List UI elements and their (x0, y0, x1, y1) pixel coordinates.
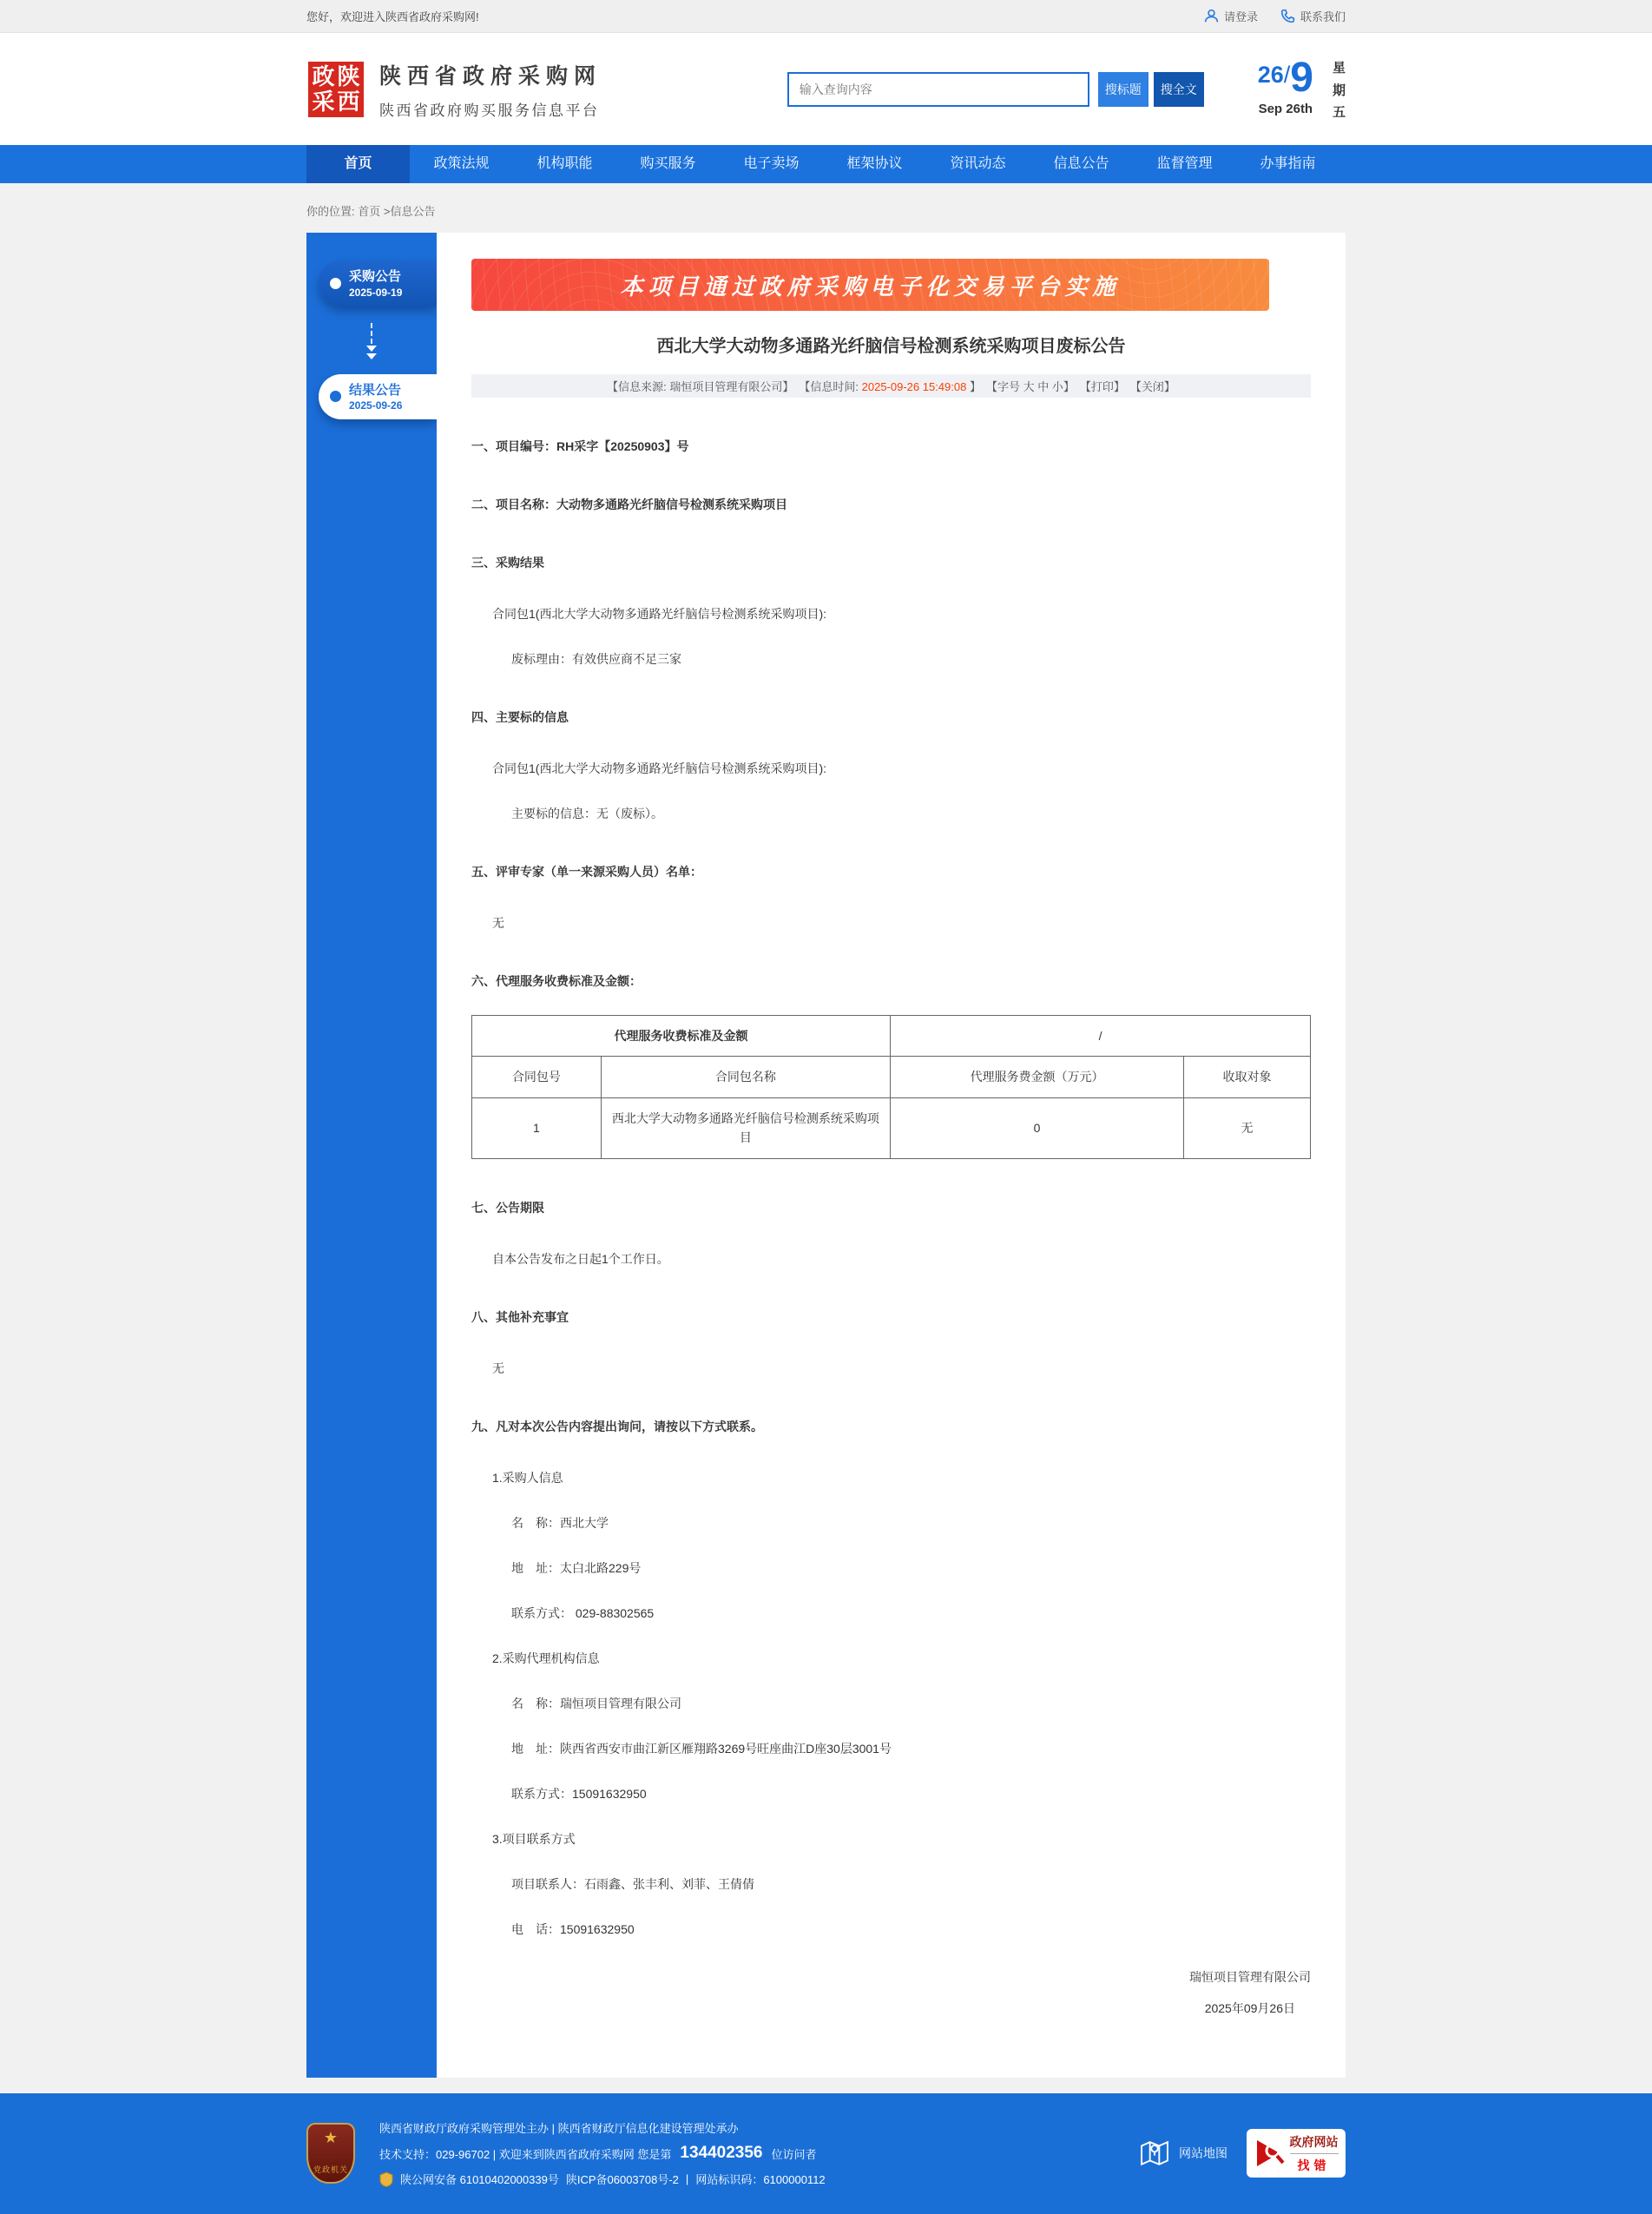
icp-number: 陕ICP备06003708号-2 (565, 2173, 679, 2187)
gov-site-error-report-button[interactable] (1247, 2129, 1346, 2178)
article-title: 西北大学大动物多通路光纤脑信号检测系统采购项目废标公告 (656, 337, 1126, 356)
sidebar-item-label: 采购公告 (349, 269, 402, 284)
article-meta-bar (471, 374, 1311, 398)
article-line: 九、凡对本次公告内容提出询问，请按以下方式联系。 (471, 1419, 763, 1433)
nav-item-label: 信息公告 (1053, 156, 1109, 171)
article-line: 五、评审专家（单一来源采购人员）名单： (471, 865, 702, 879)
logo-char: 西 (337, 88, 360, 115)
nav-item-label: 首页 (344, 156, 372, 171)
visitor-count: 134402356 (680, 2144, 763, 2163)
footer-record-line: 陕公网安备 61010402000339号 陕ICP备06003708号-2 | 网站标识码：6100000112 (379, 2171, 826, 2187)
nav-item-label: 电子卖场 (743, 156, 800, 171)
article-line: 联系方式：15091632950 (511, 1786, 647, 1801)
site-code: 网站标识码：6100000112 (695, 2173, 826, 2187)
col-header: 合同包名称 (601, 1057, 890, 1097)
login-label: 请登录 (1223, 10, 1258, 23)
phone-icon (1280, 9, 1295, 23)
table-caption-right: / (891, 1016, 1311, 1057)
cell-fee-amount: 0 (891, 1097, 1184, 1158)
article-body-part1 (471, 398, 1311, 991)
article-line: 四、主要标的信息 (471, 710, 569, 724)
party-gov-badge: ★ 党政机关 (306, 2123, 355, 2184)
platform-banner: 本项目通过政府采购电子化交易平台实施 (471, 259, 1269, 311)
table-header-row (472, 1057, 1311, 1097)
date-month: 9 (1290, 55, 1313, 102)
article-line: 八、其他补充事宜 (471, 1309, 569, 1324)
article-body-part2 (471, 1159, 1311, 1939)
nav-item-label: 政策法规 (433, 156, 490, 171)
find-error-action: 找错 (1297, 2158, 1331, 2172)
date-english: Sep 26th (1258, 102, 1313, 117)
sidebar-item-purchase-notice[interactable] (319, 260, 437, 306)
nav-item-label: 购买服务 (640, 156, 696, 171)
article-line: 七、公告期限 (471, 1200, 544, 1215)
article-line: 联系方式： 029-88302565 (511, 1605, 655, 1620)
nav-item[interactable] (1030, 145, 1133, 183)
bullet-dot-icon (330, 391, 341, 402)
article-line: 合同包1(西北大学大动物多通路光纤脑信号检测系统采购项目): (492, 761, 826, 775)
user-icon (1204, 9, 1219, 23)
nav-item[interactable] (513, 145, 616, 183)
date-separator: / (1283, 62, 1291, 89)
site-footer (0, 2093, 1652, 2214)
topbar (0, 0, 1652, 33)
meta-source: 【信息来源: 瑞恒项目管理有限公司】 (607, 380, 794, 393)
article-line: 主要标的信息：无（废标）。 (511, 807, 663, 820)
article-line: 六、代理服务收费标准及金额： (471, 974, 642, 988)
print-button[interactable]: 【打印】 (1079, 380, 1125, 393)
article-line: 无 (492, 1361, 504, 1375)
nav-item[interactable] (306, 145, 410, 183)
breadcrumb (306, 183, 1346, 233)
article-line: 二、项目名称：大动物多通路光纤脑信号检测系统采购项目 (471, 497, 787, 511)
logo-char: 采 (312, 88, 335, 115)
nav-item[interactable] (1133, 145, 1236, 183)
footer-sponsor-line: 陕西省财政厅政府采购管理处主办 | 陕西省财政厅信息化建设管理处承办 (379, 2122, 739, 2136)
meta-timestamp: 2025-09-26 15:49:08 (861, 380, 967, 393)
article-panel (437, 233, 1346, 2078)
table-caption: 代理服务收费标准及金额 (472, 1016, 891, 1057)
find-error-title: 政府网站 (1290, 2133, 1339, 2154)
contact-label: 联系我们 (1300, 10, 1346, 23)
breadcrumb-current: 信息公告 (390, 205, 436, 218)
signature-date: 2025年09月26日 (1204, 2000, 1295, 2015)
meta-time: 【信息时间: 2025-09-26 15:49:08 】 (799, 380, 981, 393)
flow-arrow-icon (306, 317, 437, 366)
breadcrumb-label: 你的位置: (306, 205, 355, 218)
article-line: 地 址：太白北路229号 (511, 1560, 642, 1575)
search-fulltext-button[interactable]: 搜全文 (1154, 72, 1204, 107)
col-header: 收取对象 (1184, 1057, 1311, 1097)
article-line: 名 称：西北大学 (511, 1515, 609, 1530)
nav-item-label: 资讯动态 (950, 156, 1006, 171)
col-header: 合同包号 (472, 1057, 602, 1097)
beian-number: 陕公网安备 61010402000339号 (400, 2173, 559, 2187)
search-title-button[interactable]: 搜标题 (1098, 72, 1149, 107)
article-line: 合同包1(西北大学大动物多通路光纤脑信号检测系统采购项目): (492, 607, 826, 621)
agency-fee-table (471, 1015, 1311, 1159)
article-line: 3.项目联系方式 (492, 1831, 576, 1846)
table-row (472, 1097, 1311, 1158)
login-link[interactable] (1204, 8, 1258, 24)
nav-item-label: 机构职能 (536, 156, 593, 171)
article-line: 1.采购人信息 (492, 1470, 563, 1485)
nav-item[interactable] (616, 145, 720, 183)
site-header (0, 33, 1652, 145)
logo-char: 陕 (337, 63, 360, 89)
star-icon: ★ (323, 2129, 339, 2147)
breadcrumb-separator: > (383, 205, 391, 218)
table-caption-row (472, 1016, 1311, 1057)
map-icon (1141, 2140, 1168, 2166)
search-bar (787, 72, 1204, 107)
article-line: 三、采购结果 (471, 556, 544, 570)
site-title: 陕西省政府采购网 (379, 63, 602, 89)
article-line: 地 址：陕西省西安市曲江新区雁翔路3269号旺座曲江D座30层3001号 (511, 1741, 892, 1756)
contact-link[interactable] (1280, 8, 1346, 24)
article-line: 电 话：15091632950 (511, 1921, 635, 1936)
article-line: 一、项目编号：RH采字【20250903】号 (471, 439, 689, 453)
date-widget (1258, 54, 1346, 124)
sidebar-item-date: 2025-09-26 (349, 399, 403, 412)
sitemap-link[interactable] (1141, 2140, 1227, 2166)
article-line: 名 称：瑞恒项目管理有限公司 (511, 1696, 681, 1710)
sidebar-item-date: 2025-09-19 (349, 286, 403, 299)
sidebar-item-result-notice[interactable] (319, 374, 437, 420)
nav-item-label: 框架协议 (846, 156, 903, 171)
sidebar-item-label: 结果公告 (349, 382, 402, 398)
article-line: 项目联系人：石雨鑫、张丰利、刘菲、王倩倩 (511, 1876, 754, 1891)
find-error-logo-icon (1254, 2138, 1286, 2169)
search-input[interactable] (787, 72, 1089, 107)
nav-item[interactable] (926, 145, 1030, 183)
welcome-text: 您好，欢迎进入陕西省政府采购网! (306, 10, 479, 23)
article-line: 2.采购代理机构信息 (492, 1651, 600, 1665)
cell-package-name: 西北大学大动物多通路光纤脑信号检测系统采购项目 (601, 1097, 890, 1158)
cell-package-no: 1 (472, 1097, 602, 1158)
bullet-dot-icon (330, 278, 341, 289)
date-day: 26 (1257, 62, 1284, 89)
nav-item[interactable] (720, 145, 823, 183)
nav-item-label: 监督管理 (1156, 156, 1213, 171)
close-button[interactable]: 【关闭】 (1129, 380, 1175, 393)
weekday-label: 星 期 五 (1332, 61, 1346, 121)
nav-item[interactable] (823, 145, 926, 183)
article-line: 废标理由：有效供应商不足三家 (511, 652, 681, 666)
article-line: 无 (492, 916, 504, 930)
font-size-control[interactable]: 【字号 大 中 小】 (985, 380, 1075, 393)
sidebar (306, 233, 437, 2078)
nav-item-label: 办事指南 (1260, 156, 1316, 171)
article-line: 自本公告发布之日起1个工作日。 (492, 1251, 669, 1266)
logo-char: 政 (312, 63, 335, 89)
nav-item[interactable] (410, 145, 513, 183)
site-logo[interactable] (306, 60, 365, 119)
police-badge-icon (379, 2171, 393, 2187)
col-header: 代理服务费金额（万元） (891, 1057, 1184, 1097)
sitemap-label: 网站地图 (1179, 2146, 1227, 2161)
footer-support-line: 技术支持：029-96702 | 欢迎来到陕西省政府采购网 您是第 134402356 位访问者 (379, 2144, 817, 2163)
nav-item[interactable] (1236, 145, 1339, 183)
site-subtitle: 陕西省政府购买服务信息平台 (379, 102, 600, 119)
main-nav (0, 145, 1652, 183)
breadcrumb-home-link[interactable]: 首页 (358, 205, 381, 218)
cell-fee-target: 无 (1184, 1097, 1311, 1158)
signature-org: 瑞恒项目管理有限公司 (1189, 1969, 1311, 1984)
